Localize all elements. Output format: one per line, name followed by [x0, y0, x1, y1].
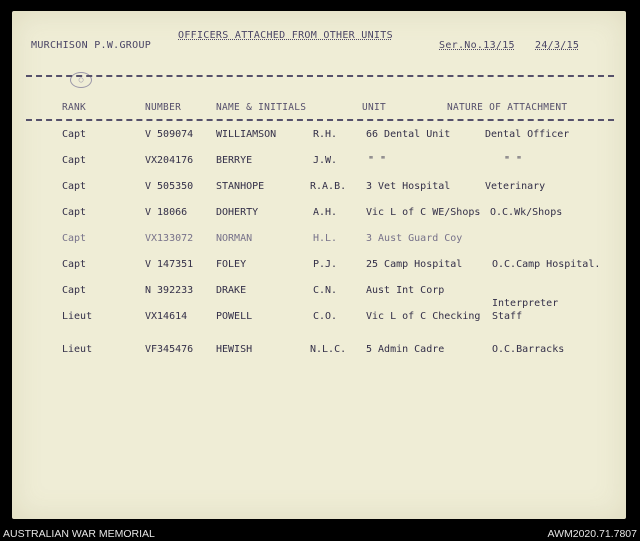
- cell-unit: 5 Admin Cadre: [366, 344, 445, 355]
- cell-attachment: Interpreter: [492, 298, 559, 309]
- table-row: [12, 155, 626, 171]
- cell-rank: Capt: [62, 181, 87, 192]
- col-attachment-header: NATURE OF ATTACHMENT: [447, 102, 568, 113]
- table-row: [12, 129, 626, 145]
- cell-initials: A.H.: [313, 207, 338, 218]
- cell-unit: 3 Aust Guard Coy: [366, 233, 463, 244]
- cell-attachment: " ": [504, 155, 523, 166]
- cell-initials: R.A.B.: [310, 181, 347, 192]
- table-row: [12, 259, 626, 275]
- cell-attachment: O.C.Wk/Shops: [490, 207, 563, 218]
- cell-attachment: Staff: [492, 311, 523, 322]
- cell-rank: Lieut: [62, 344, 93, 355]
- cell-rank: Capt: [62, 259, 87, 270]
- cell-initials: J.W.: [313, 155, 338, 166]
- cell-number: V 505350: [145, 181, 194, 192]
- cell-rank: Capt: [62, 285, 87, 296]
- cell-name: POWELL: [216, 311, 253, 322]
- cell-number: V 147351: [145, 259, 194, 270]
- table-row: [12, 344, 626, 360]
- col-name-header: NAME & INITIALS: [216, 102, 307, 113]
- serial-number: Ser.No.13/15: [439, 40, 515, 51]
- cell-initials: R.H.: [313, 129, 338, 140]
- cell-initials: P.J.: [313, 259, 338, 270]
- cell-unit: Vic L of C WE/Shops: [366, 207, 481, 218]
- cell-name: DRAKE: [216, 285, 247, 296]
- group-name: MURCHISON P.W.GROUP: [31, 40, 152, 51]
- cell-number: N 392233: [145, 285, 194, 296]
- col-number-header: NUMBER: [145, 102, 182, 113]
- header-rule: [26, 119, 614, 121]
- cell-attachment: Veterinary: [485, 181, 546, 192]
- cell-number: VX204176: [145, 155, 194, 166]
- top-rule: [26, 75, 614, 77]
- document-date: 24/3/15: [535, 40, 580, 51]
- stamp-mark: ○: [70, 72, 92, 88]
- cell-unit: 25 Camp Hospital: [366, 259, 463, 270]
- cell-name: NORMAN: [216, 233, 253, 244]
- cell-initials: C.N.: [313, 285, 338, 296]
- cell-number: VX14614: [145, 311, 188, 322]
- cell-initials: C.O.: [313, 311, 338, 322]
- cell-name: DOHERTY: [216, 207, 259, 218]
- cell-name: BERRYE: [216, 155, 253, 166]
- cell-rank: Lieut: [62, 311, 93, 322]
- cell-initials: N.L.C.: [310, 344, 347, 355]
- table-row: [12, 233, 626, 249]
- table-row: [12, 285, 626, 309]
- footer-credit: AUSTRALIAN WAR MEMORIAL: [3, 528, 155, 540]
- cell-rank: Capt: [62, 207, 87, 218]
- col-unit-header: UNIT: [362, 102, 387, 113]
- cell-unit: Aust Int Corp: [366, 285, 445, 296]
- table-row: [12, 207, 626, 223]
- cell-unit: 66 Dental Unit: [366, 129, 451, 140]
- cell-number: VX133072: [145, 233, 194, 244]
- cell-number: V 18066: [145, 207, 188, 218]
- cell-unit: " ": [368, 155, 387, 166]
- cell-number: VF345476: [145, 344, 194, 355]
- cell-rank: Capt: [62, 233, 87, 244]
- table-row: [12, 311, 626, 327]
- cell-rank: Capt: [62, 155, 87, 166]
- cell-name: FOLEY: [216, 259, 247, 270]
- cell-unit: Vic L of C Checking: [366, 311, 481, 322]
- cell-unit: 3 Vet Hospital: [366, 181, 451, 192]
- cell-name: WILLIAMSON: [216, 129, 277, 140]
- footer-accession: AWM2020.71.7807: [547, 528, 637, 540]
- cell-rank: Capt: [62, 129, 87, 140]
- document-card: [12, 11, 626, 519]
- document-title: OFFICERS ATTACHED FROM OTHER UNITS: [178, 30, 393, 41]
- table-row: [12, 181, 626, 197]
- cell-attachment: O.C.Camp Hospital.: [492, 259, 601, 270]
- cell-initials: H.L.: [313, 233, 338, 244]
- cell-attachment: Dental Officer: [485, 129, 570, 140]
- cell-number: V 509074: [145, 129, 194, 140]
- cell-name: STANHOPE: [216, 181, 265, 192]
- cell-attachment: O.C.Barracks: [492, 344, 565, 355]
- cell-name: HEWISH: [216, 344, 253, 355]
- col-rank-header: RANK: [62, 102, 87, 113]
